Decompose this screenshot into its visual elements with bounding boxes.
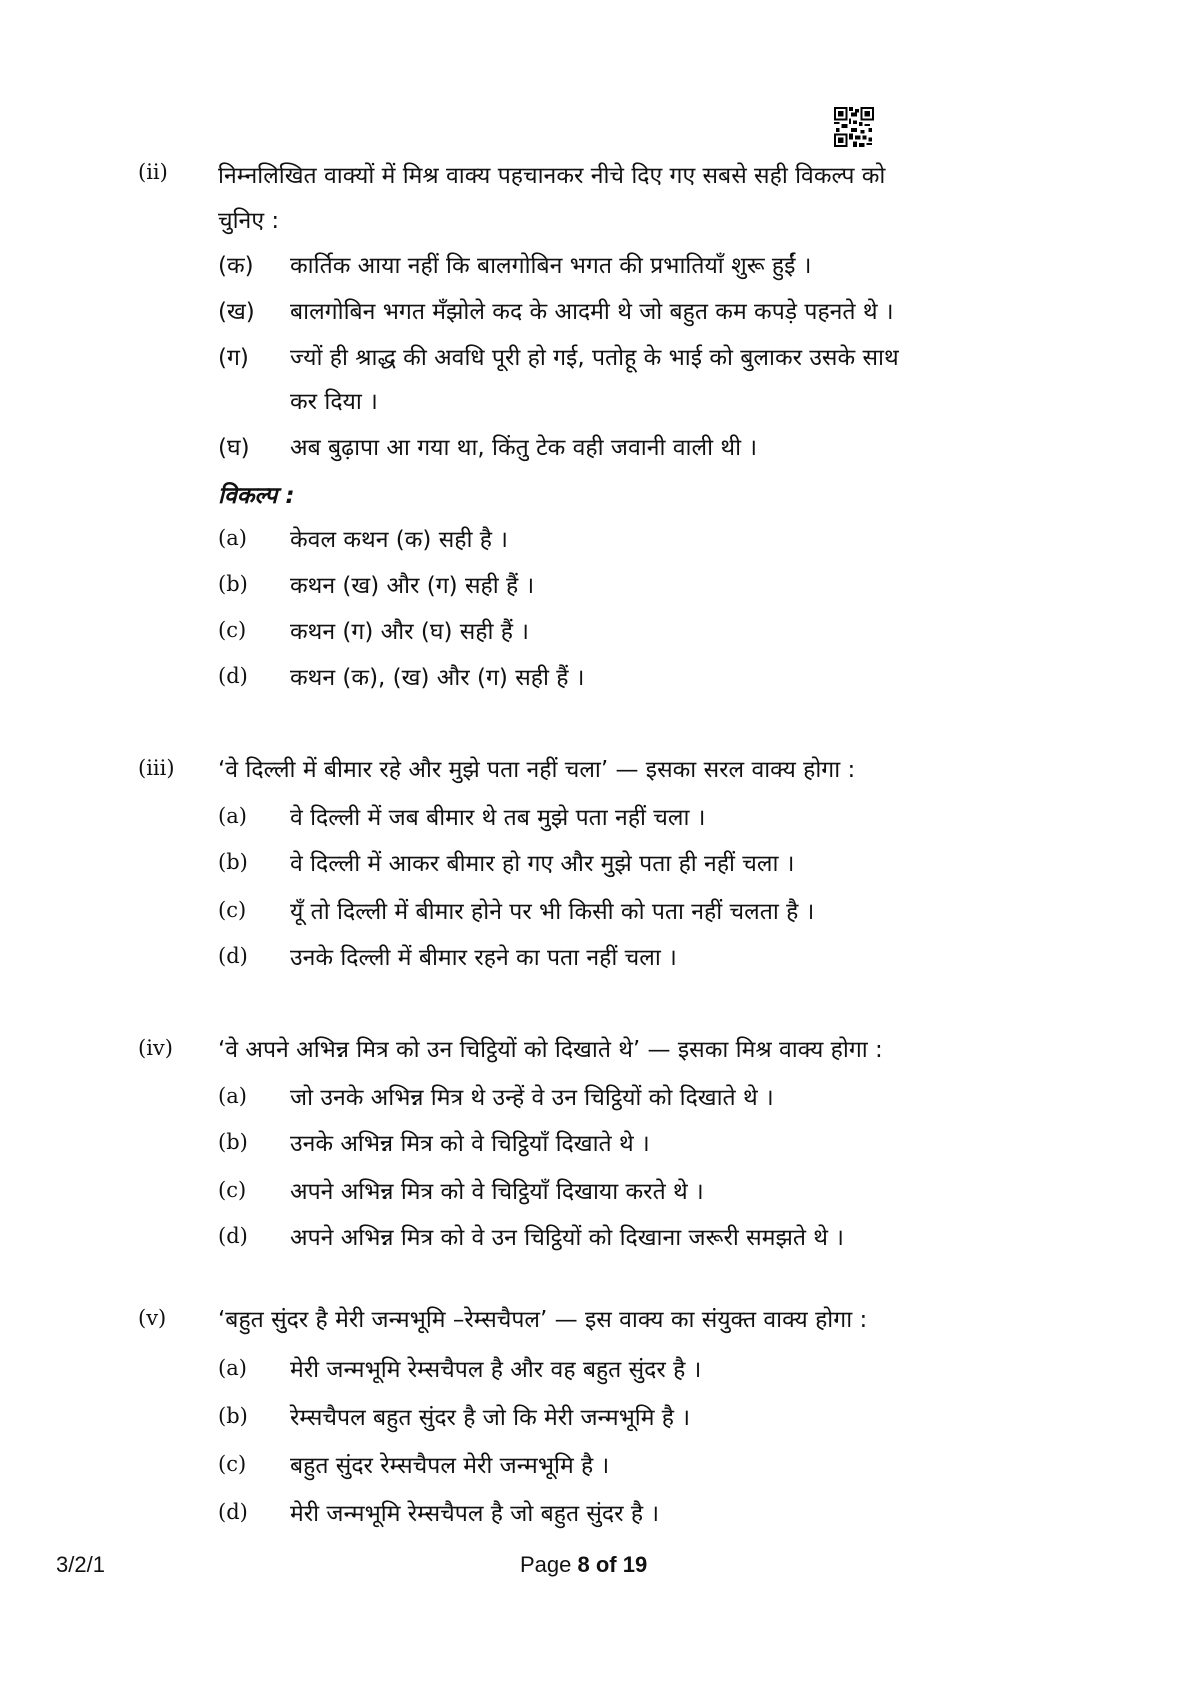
option-label: (a): [218, 1084, 247, 1108]
question-prompt: ‘वे दिल्ली में बीमार रहे और मुझे पता नहीं चला’ — इसका सरल वाक्य होगा :: [218, 757, 856, 783]
option-text: उनके अभिन्न मित्र को वे चिट्ठियाँ दिखाते थे ।: [290, 1131, 650, 1157]
page-current: 8: [577, 1552, 590, 1577]
statement-label: (ग): [218, 345, 249, 371]
statement-label: (ख): [218, 299, 255, 325]
option-text: कथन (ख) और (ग) सही हैं ।: [290, 573, 535, 599]
statement-label: (क): [218, 253, 254, 279]
question-prompt-cont: चुनिए :: [218, 208, 280, 234]
option-text: रेम्सचैपल बहुत सुंदर है जो कि मेरी जन्मभूमि है ।: [290, 1405, 691, 1431]
option-label: (c): [218, 898, 247, 922]
page-of: of: [589, 1552, 623, 1577]
statement-text: ज्यों ही श्राद्ध की अवधि पूरी हो गई, पतोहू के भाई को बुलाकर उसके साथ: [290, 345, 899, 371]
option-text: अपने अभिन्न मित्र को वे चिट्ठियाँ दिखाया करते थे ।: [290, 1179, 704, 1205]
option-text: कथन (ग) और (घ) सही हैं ।: [290, 619, 530, 645]
statement-text: बालगोबिन भगत मँझोले कद के आदमी थे जो बहुत कम कपड़े पहनते थे ।: [290, 299, 894, 325]
statement-text-cont: कर दिया ।: [290, 389, 378, 415]
option-text: केवल कथन (क) सही है ।: [290, 527, 508, 553]
options-heading: विकल्प :: [218, 483, 295, 509]
option-label: (b): [218, 1404, 248, 1428]
question-number: (v): [138, 1306, 167, 1330]
option-label: (b): [218, 850, 248, 874]
statement-text: कार्तिक आया नहीं कि बालगोबिन भगत की प्रभातियाँ शुरू हुईं ।: [290, 253, 812, 279]
option-label: (c): [218, 1452, 247, 1476]
page-total: 19: [622, 1552, 648, 1577]
option-text: वे दिल्ली में जब बीमार थे तब मुझे पता नहीं चला ।: [290, 805, 706, 831]
option-label: (b): [218, 572, 248, 596]
statement-label: (घ): [218, 435, 250, 461]
option-text: वे दिल्ली में आकर बीमार हो गए और मुझे पता ही नहीं चला ।: [290, 851, 795, 877]
question-prompt: निम्नलिखित वाक्यों में मिश्र वाक्य पहचानकर नीचे दिए गए सबसे सही विकल्प को: [218, 163, 886, 189]
statement-text: अब बुढ़ापा आ गया था, किंतु टेक वही जवानी वाली थी ।: [290, 435, 758, 461]
question-prompt: ‘बहुत सुंदर है मेरी जन्मभूमि –रेम्सचैपल’ — इस वाक्य का संयुक्त वाक्य होगा :: [218, 1307, 868, 1333]
option-label: (d): [218, 664, 248, 688]
option-text: यूँ तो दिल्ली में बीमार होने पर भी किसी को पता नहीं चलता है ।: [290, 899, 815, 925]
option-label: (c): [218, 1178, 247, 1202]
page-prefix: Page: [520, 1552, 578, 1577]
option-text: मेरी जन्मभूमि रेम्सचैपल है और वह बहुत सुंदर है ।: [290, 1357, 702, 1383]
option-label: (a): [218, 1356, 247, 1380]
option-label: (c): [218, 618, 247, 642]
option-label: (d): [218, 1224, 248, 1248]
question-prompt: ‘वे अपने अभिन्न मित्र को उन चिट्ठियों को दिखाते थे’ — इसका मिश्र वाक्य होगा :: [218, 1037, 883, 1063]
option-label: (b): [218, 1130, 248, 1154]
option-text: उनके दिल्ली में बीमार रहने का पता नहीं चला ।: [290, 945, 677, 971]
question-number: (iv): [138, 1036, 173, 1060]
paper-code: 3/2/1: [56, 1552, 105, 1577]
qr-code-icon: [834, 107, 874, 147]
option-text: कथन (क), (ख) और (ग) सही हैं ।: [290, 665, 585, 691]
option-label: (d): [218, 944, 248, 968]
option-label: (a): [218, 526, 247, 550]
option-text: अपने अभिन्न मित्र को वे उन चिट्ठियों को दिखाना जरूरी समझते थे ।: [290, 1225, 844, 1251]
option-label: (d): [218, 1500, 248, 1524]
option-text: मेरी जन्मभूमि रेम्सचैपल है जो बहुत सुंदर है ।: [290, 1501, 660, 1527]
option-text: जो उनके अभिन्न मित्र थे उन्हें वे उन चिट्ठियों को दिखाते थे ।: [290, 1085, 774, 1111]
option-text: बहुत सुंदर रेम्सचैपल मेरी जन्मभूमि है ।: [290, 1453, 610, 1479]
question-number: (iii): [138, 756, 175, 780]
option-label: (a): [218, 804, 247, 828]
question-number: (ii): [138, 160, 168, 184]
page-number: [520, 1552, 647, 1578]
